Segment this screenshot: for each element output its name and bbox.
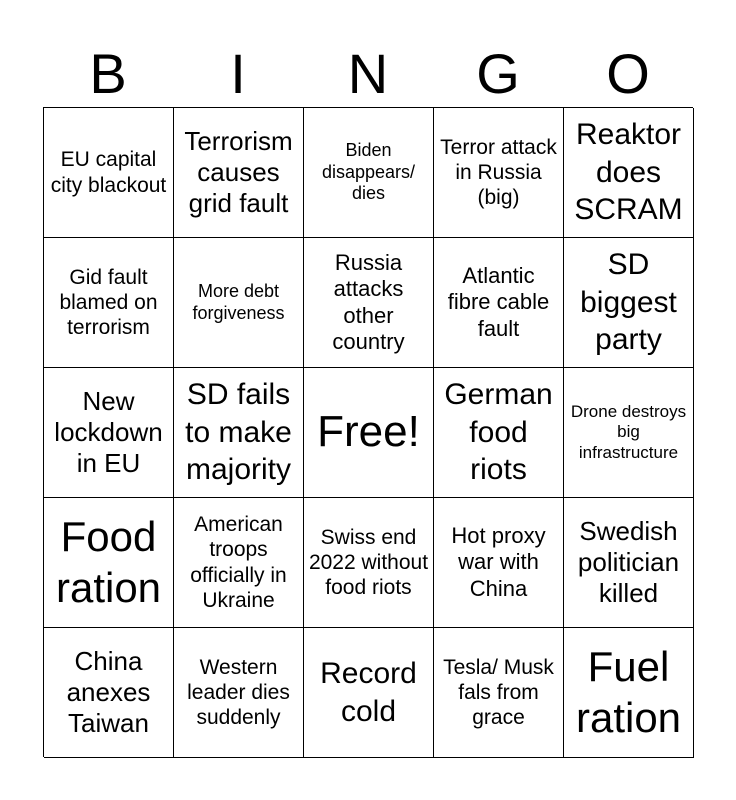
bingo-cell[interactable]: Atlantic fibre cable fault <box>434 238 564 368</box>
bingo-grid <box>43 107 693 757</box>
bingo-cell[interactable]: Drone destroys big infrastructure <box>564 368 694 498</box>
bingo-cell[interactable]: New lockdown in EU <box>44 368 174 498</box>
bingo-header <box>43 42 693 106</box>
bingo-cell[interactable]: Biden disappears/ dies <box>304 108 434 238</box>
bingo-cell[interactable]: Fuel ration <box>564 628 694 758</box>
header-letter-i: I <box>230 42 246 105</box>
bingo-cell[interactable]: Hot proxy war with China <box>434 498 564 628</box>
bingo-cell[interactable]: Terror attack in Russia (big) <box>434 108 564 238</box>
bingo-cell[interactable]: EU capital city blackout <box>44 108 174 238</box>
bingo-cell[interactable]: Reaktor does SCRAM <box>564 108 694 238</box>
bingo-cell[interactable]: Russia attacks other country <box>304 238 434 368</box>
bingo-cell[interactable]: Food ration <box>44 498 174 628</box>
bingo-cell[interactable]: American troops officially in Ukraine <box>174 498 304 628</box>
header-letter-b: B <box>89 42 127 105</box>
bingo-cell[interactable]: Tesla/ Musk fals from grace <box>434 628 564 758</box>
header-letter-n: N <box>347 42 389 105</box>
bingo-cell[interactable]: Western leader dies suddenly <box>174 628 304 758</box>
bingo-cell[interactable]: Terrorism causes grid fault <box>174 108 304 238</box>
bingo-cell[interactable]: Record cold <box>304 628 434 758</box>
free-cell[interactable]: Free! <box>304 368 434 498</box>
bingo-cell[interactable]: SD biggest party <box>564 238 694 368</box>
bingo-cell[interactable]: China anexes Taiwan <box>44 628 174 758</box>
bingo-cell[interactable]: More debt forgiveness <box>174 238 304 368</box>
bingo-cell[interactable]: Swiss end 2022 without food riots <box>304 498 434 628</box>
bingo-cell[interactable]: SD fails to make majority <box>174 368 304 498</box>
header-letter-o: O <box>606 42 650 105</box>
bingo-cell[interactable]: Gid fault blamed on terrorism <box>44 238 174 368</box>
header-letter-g: G <box>476 42 520 105</box>
bingo-cell[interactable]: Swedish politician killed <box>564 498 694 628</box>
bingo-cell[interactable]: German food riots <box>434 368 564 498</box>
